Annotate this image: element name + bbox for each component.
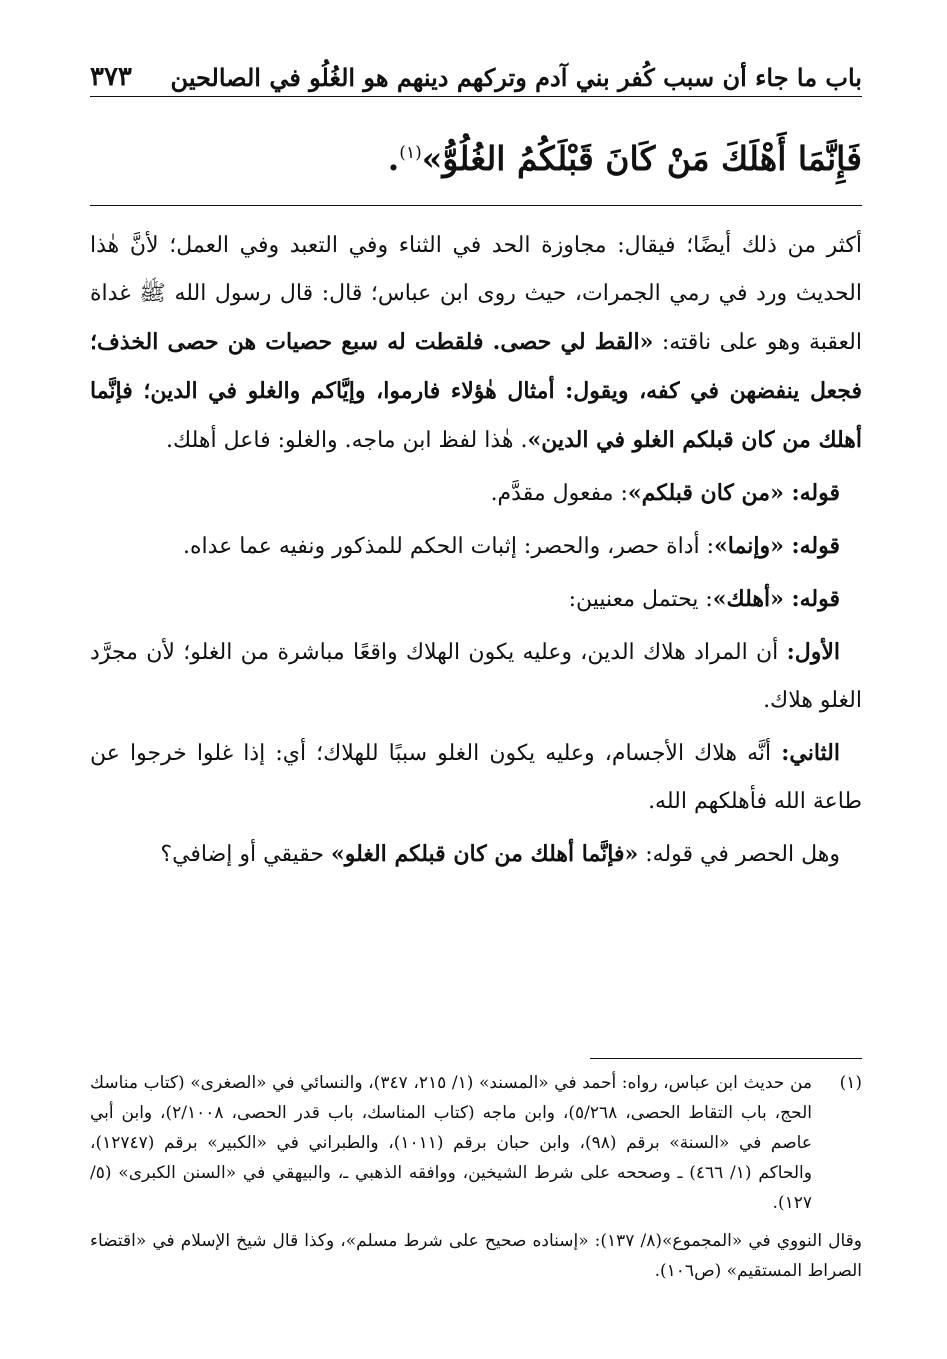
label-innama: قوله: «وإنما» [714, 533, 840, 559]
question-text: وهل الحصر في قوله: [638, 842, 840, 867]
hadith-quote-text: فَإِنَّمَا أَهْلَكَ مَنْ كَانَ قَبْلَكُمُ الغُلُوُّ» [421, 139, 862, 178]
footnote-continuation [90, 1226, 862, 1286]
text-ahlak: : يحتمل معنيين: [568, 587, 713, 612]
paragraph-first-meaning [90, 628, 862, 725]
footnote-marker: (١) [839, 1073, 862, 1093]
commentary-body [90, 222, 862, 879]
hadith-quote [90, 118, 862, 194]
paragraph-intro [90, 222, 862, 465]
paragraph-innama [90, 522, 862, 571]
page-header [90, 52, 862, 97]
paragraph-question [90, 830, 862, 879]
paragraph-second-meaning [90, 729, 862, 826]
intro-text-end: . هٰذا لفظ ابن ماجه. والغلو: فاعل أهلك. [166, 428, 528, 453]
footnote-text: من حديث ابن عباس، رواه: أحمد في «المسند» (١/ ٢١٥، ٣٤٧)، والنسائي في «الصغرى» (كتاب مناسك الحج، باب التقاط الحصى، ٥/٢٦٨)، وابن ماجه (كتاب المناسك، باب قدر الحصى، ٢/١٠٠٨)، وابن أبي عاصم في «السنة» برقم (٩٨)، وابن حبان برقم (١٠١١)، والطبراني في «الكبير» برقم (١٢٧٤٧)، والحاكم (١/ ٤٦٦) ـ وصححه على شرط الشيخين، ووافقه الذهبي ـ، والبيهقي في «السنن الكبرى» (٥/ ١٢٧). [90, 1073, 813, 1213]
label-ahlak: قوله: «أهلك» [712, 586, 840, 612]
footnote-ref[interactable]: (١) [399, 143, 422, 163]
text-first: أن المراد هلاك الدين، وعليه يكون الهلاك واقعًا مباشرة من الغلو؛ لأن مجرَّد الغلو هلاك. [90, 640, 862, 713]
paragraph-man-kana [90, 469, 862, 518]
hadith-quote-end: . [387, 139, 400, 178]
label-first: الأول: [786, 639, 840, 665]
intro-hadith-quote: «القط لي حصى. فلقطت له سبع حصيات هن حصى الخذف؛ فجعل ينفضهن في كفه، ويقول: أمثال هٰؤلاء فارموا، وإيَّاكم والغلو في الدين؛ فإنَّما أهلك من كان قبلكم الغلو في الدين» [90, 329, 862, 453]
footnote-continuation-text: وقال النووي في «المجموع»(٨/ ١٣٧): «إسناده صحيح على شرط مسلم»، وكذا قال شيخ الإسلام في «اقتضاء الصراط المستقيم» (ص١٠٦). [90, 1231, 862, 1281]
paragraph-ahlak [90, 575, 862, 624]
text-man-kana: : مفعول مقدَّم. [490, 481, 628, 506]
question-end: حقيقي أو إضافي؟ [160, 842, 331, 867]
intro-text: أكثر من ذلك أيضًا؛ فيقال: مجاوزة الحد في الثناء وفي التعبد وفي العمل؛ لأنَّ هٰذا الحديث ورد في رمي الجمرات، حيث روى ابن عباس؛ قال: قال رسول الله ﷺ غداة العقبة وهو على ناقته: [90, 233, 862, 355]
question-quote: «فإنَّما أهلك من كان قبلكم الغلو» [330, 841, 639, 867]
footnote-divider [590, 1058, 862, 1059]
label-second: الثاني: [781, 740, 840, 766]
footnotes [90, 1068, 862, 1286]
text-second: أنَّه هلاك الأجسام، وعليه يكون الغلو سببًا للهلاك؛ أي: إذا غلوا خرجوا عن طاعة الله فأهلكهم الله. [90, 741, 862, 814]
section-divider [90, 205, 862, 206]
page-number: ٣٧٣ [90, 62, 132, 92]
running-title: باب ما جاء أن سبب كُفر بني آدم وتركهم دينهم هو الغُلُو في الصالحين [170, 63, 862, 92]
text-innama: : أداة حصر، والحصر: إثبات الحكم للمذكور ونفيه عما عداه. [182, 534, 715, 559]
label-man-kana: قوله: «من كان قبلكم» [627, 480, 840, 506]
footnote-item [90, 1068, 862, 1218]
